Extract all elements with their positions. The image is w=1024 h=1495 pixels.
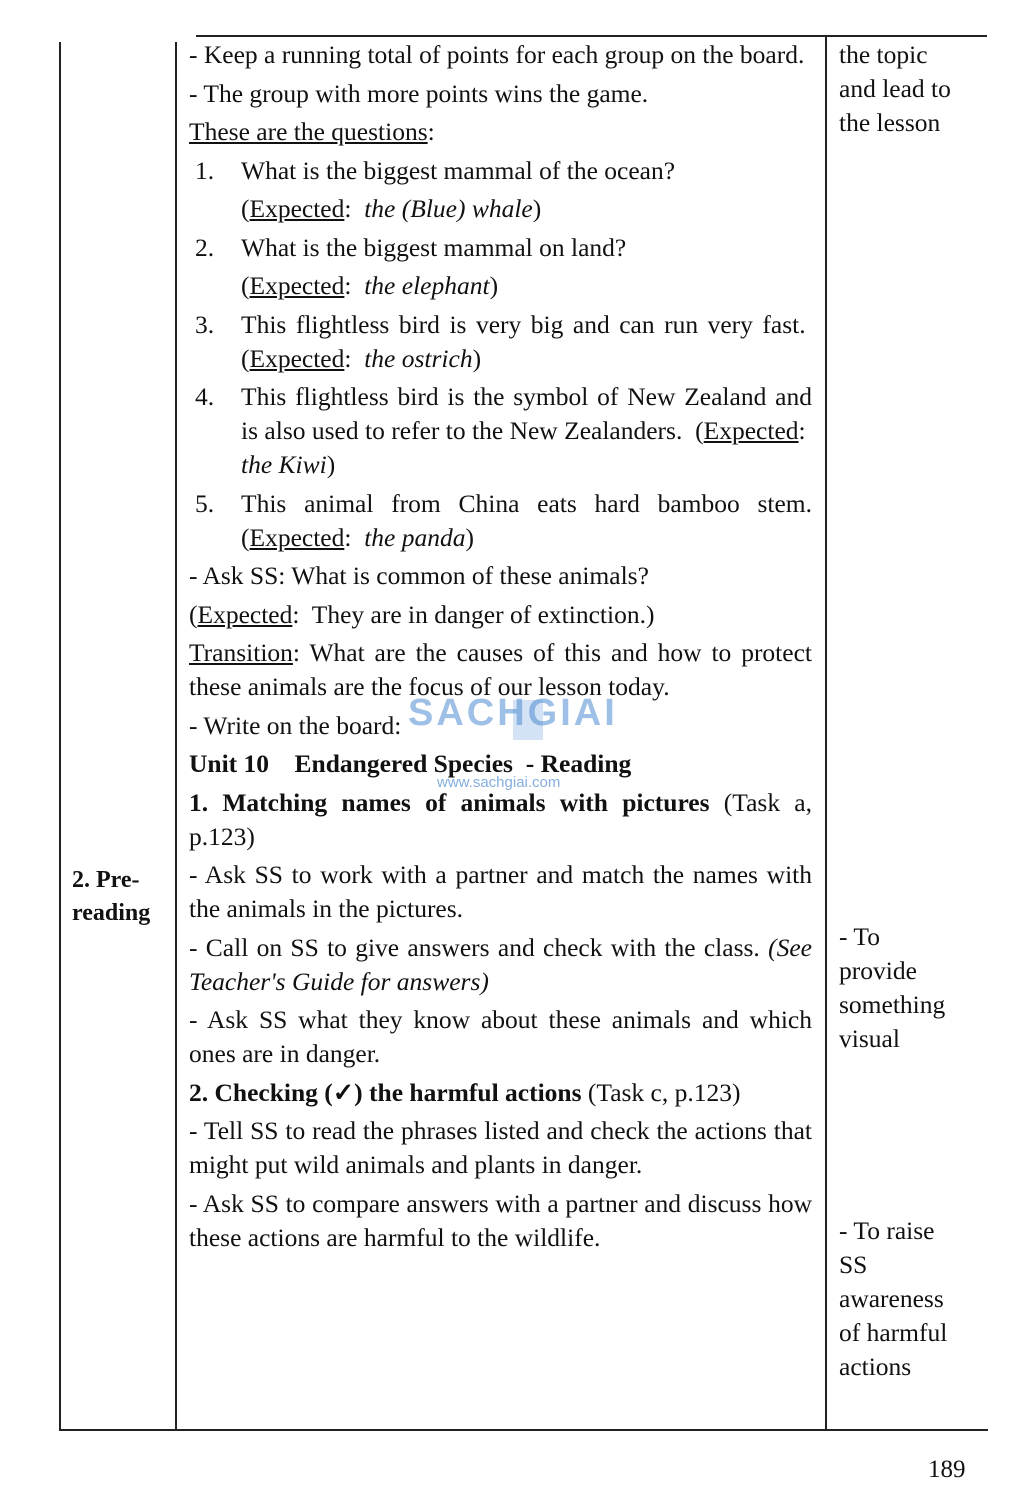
stage-label-line: reading <box>72 900 151 926</box>
task-title: 1. Matching names of animals with pictures <box>189 787 710 817</box>
question-item <box>189 380 812 482</box>
expected-label: Expected <box>197 599 293 629</box>
transition-text: : What are the causes of this and how to protect these animals are the focus of our lesson today. <box>189 638 812 701</box>
column-divider-1 <box>175 42 177 1431</box>
table-bottom-border <box>59 1429 988 1431</box>
aim-block <box>839 920 979 1056</box>
page-number: 189 <box>928 1456 966 1483</box>
aim-line: - To raise <box>839 1216 935 1245</box>
paragraph: - Ask SS to work with a partner and match the names with the animals in the pictures. <box>189 860 812 923</box>
answer-text: the (Blue) whale <box>364 194 533 223</box>
paragraph: - The group with more points wins the game. <box>189 78 649 108</box>
procedure-column <box>189 38 812 1259</box>
aim-line: - To <box>839 922 880 951</box>
stage-label-line: 2. Pre- <box>72 867 140 893</box>
question-item <box>189 487 812 555</box>
paragraph: - Write on the board: <box>189 710 402 740</box>
answer-text: the panda <box>364 522 466 552</box>
answer-text: the elephant <box>364 271 490 300</box>
step-text: - Call on SS to give answers and check with the class. <box>189 932 769 962</box>
question-number: 2. <box>195 232 215 262</box>
table-top-border <box>196 35 987 37</box>
question-number: 4. <box>195 382 215 411</box>
expected-label: Expected <box>249 522 345 552</box>
table-left-border <box>59 42 61 1431</box>
board-title: Unit 10 Endangered Species - Reading <box>189 749 632 778</box>
question-body: This flightless bird is the symbol of New Zealand and is also used to refer to the New Zealanders. <box>241 382 812 445</box>
task-heading <box>189 786 812 854</box>
aim-line: visual <box>839 1024 900 1053</box>
expected-label: Expected <box>703 416 799 445</box>
question-item <box>189 308 812 376</box>
expected-answer: (Expected: They are in danger of extinction.) <box>189 599 655 629</box>
task-title: 2. Checking (✓) the harmful actions <box>189 1077 582 1107</box>
expected-label: Expected <box>249 194 345 223</box>
task-heading <box>189 1076 812 1110</box>
watermark-brand: SACHGIAI <box>408 692 618 734</box>
answer-text: They are in danger of extinction.) <box>311 599 655 629</box>
aim-block <box>839 38 979 140</box>
answer-text: the ostrich <box>364 343 473 373</box>
aim-line: the topic <box>839 40 928 69</box>
question-body: This flightless bird is very big and can run very fast. <box>241 309 806 339</box>
expected-answer: (Expected: the elephant) <box>241 271 499 300</box>
question-text: What is the biggest mammal of the ocean? <box>241 155 676 185</box>
question-text: This flightless bird is very big and can run very fast. (Expected: the ostrich) <box>241 309 812 373</box>
aim-block <box>839 1214 979 1384</box>
aim-line: and lead to <box>839 74 951 103</box>
question-body: This animal from China eats hard bamboo stem. <box>241 488 812 518</box>
aim-line: something <box>839 990 946 1019</box>
paragraph: - Tell SS to read the phrases listed and check the actions that might put wild animals and plants in danger. <box>189 1116 812 1179</box>
expected-answer: (Expected: the (Blue) whale) <box>241 194 542 223</box>
question-text: What is the biggest mammal on land? <box>241 232 627 262</box>
expected-label: Expected <box>249 271 345 300</box>
answer-text: the Kiwi <box>241 450 327 479</box>
aim-line: SS <box>839 1250 868 1279</box>
paragraph <box>189 931 812 999</box>
aim-line: actions <box>839 1352 912 1381</box>
aim-line: the lesson <box>839 108 941 137</box>
task-ref: (Task a, p.123) <box>189 787 813 851</box>
expected-label: Expected <box>249 343 345 373</box>
question-number: 3. <box>195 309 215 339</box>
question-text: This flightless bird is the symbol of New Zealand and is also used to refer to the New Zealanders. (Expected: the Kiwi) <box>241 382 812 479</box>
questions-heading-text: These are the questions <box>189 117 428 146</box>
transition-label: Transition <box>189 638 293 667</box>
aim-line: awareness <box>839 1284 944 1313</box>
question-item <box>189 154 812 188</box>
question-number: 5. <box>195 488 215 518</box>
step-note: (See Teacher's Guide for answers) <box>189 932 812 996</box>
watermark-url: www.sachgiai.com <box>437 774 561 791</box>
task-ref: (Task c, p.123) <box>581 1077 741 1107</box>
question-text: This animal from China eats hard bamboo stem. (Expected: the panda) <box>241 488 812 552</box>
column-divider-2 <box>825 36 827 1431</box>
paragraph: - Ask SS: What is common of these animals? <box>189 561 649 590</box>
questions-heading: These are the questions: <box>189 117 435 146</box>
aim-line: of harmful <box>839 1318 948 1347</box>
paragraph: - Ask SS to compare answers with a partner and discuss how these actions are harmful to the wildlife. <box>189 1188 812 1252</box>
aim-line: provide <box>839 956 917 985</box>
question-item <box>189 231 812 265</box>
question-number: 1. <box>195 155 215 185</box>
paragraph: - Ask SS what they know about these animals and which ones are in danger. <box>189 1005 812 1068</box>
stage-label <box>72 864 172 930</box>
paragraph: - Keep a running total of points for each group on the board. <box>189 40 805 69</box>
